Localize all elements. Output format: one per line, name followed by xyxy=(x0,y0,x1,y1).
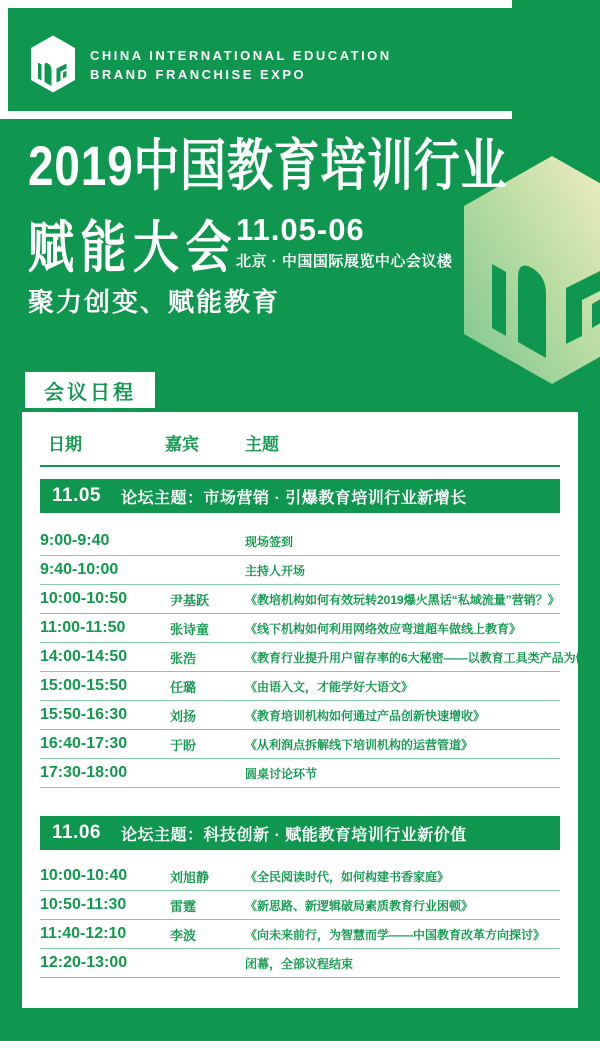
row-topic: 主持人开场 xyxy=(245,563,306,578)
schedule-row xyxy=(40,527,560,556)
column-header-topic: 主题 xyxy=(245,435,279,454)
event-slogan: 聚力创变、赋能教育 xyxy=(28,287,281,317)
day-section xyxy=(40,816,560,978)
row-guest: 李波 xyxy=(170,927,197,943)
row-topic: 《新思路、新逻辑破局素质教育行业困顿》 xyxy=(245,898,474,913)
schedule-row xyxy=(40,949,560,978)
day-rows xyxy=(40,527,600,788)
row-guest: 刘扬 xyxy=(170,708,197,724)
event-date: 11.05-06 xyxy=(236,212,365,247)
row-time: 16:40-17:30 xyxy=(40,735,128,752)
row-guest: 张诗童 xyxy=(170,621,210,637)
table-header-rule xyxy=(40,465,560,467)
schedule-row xyxy=(40,759,560,788)
day-section xyxy=(40,479,600,788)
row-topic: 现场签到 xyxy=(245,534,294,549)
forum-date: 11.06 xyxy=(52,822,101,843)
row-topic: 《由语入文，才能学好大语文》 xyxy=(245,679,414,694)
event-venue: 北京 · 中国国际展览中心会议楼 xyxy=(236,253,453,270)
day-rows xyxy=(40,862,560,978)
row-time: 15:50-16:30 xyxy=(40,706,128,723)
row-time: 12:20-13:00 xyxy=(40,954,128,971)
forum-header xyxy=(40,479,560,513)
schedule-row xyxy=(40,556,560,585)
brand-name xyxy=(90,46,392,84)
schedule-days xyxy=(40,479,600,978)
row-topic: 闭幕，全部议程结束 xyxy=(245,956,354,971)
row-time: 10:00-10:40 xyxy=(40,867,128,884)
schedule-row xyxy=(40,585,560,614)
schedule-row xyxy=(40,643,600,672)
row-topic: 《向未来前行，为智慧而学——中国教育改革方向探讨》 xyxy=(245,927,546,942)
expo-cube-logo-icon xyxy=(28,30,78,102)
row-time: 15:00-15:50 xyxy=(40,677,128,694)
frame-strip-top xyxy=(0,0,512,8)
column-header-guest: 嘉宾 xyxy=(165,435,199,454)
row-time: 14:00-14:50 xyxy=(40,648,128,665)
brand-line-2: BRAND FRANCHISE EXPO xyxy=(90,67,307,82)
row-time: 10:00-10:50 xyxy=(40,590,128,607)
row-time: 11:00-11:50 xyxy=(40,619,126,636)
schedule-row xyxy=(40,920,560,949)
row-topic: 《教育行业提升用户留存率的6大秘密——以教育工具类产品为例》 xyxy=(245,650,600,665)
forum-header xyxy=(40,816,560,850)
forum-title: 论坛主题：市场营销 · 引爆教育培训行业新增长 xyxy=(121,489,467,507)
row-time: 11:40-12:10 xyxy=(40,925,127,942)
row-topic: 《从利润点拆解线下培训机构的运营管道》 xyxy=(245,737,474,752)
row-time: 9:00-9:40 xyxy=(40,532,110,549)
forum-date: 11.05 xyxy=(52,485,101,506)
schedule-panel xyxy=(22,412,600,1008)
column-header-date: 日期 xyxy=(48,435,82,454)
frame-strip-bottom xyxy=(0,111,512,119)
schedule-row xyxy=(40,614,560,643)
row-guest: 于盼 xyxy=(170,737,197,753)
row-topic: 《全民阅读时代，如何构建书香家庭》 xyxy=(245,869,450,884)
row-guest: 尹基跃 xyxy=(170,592,210,608)
schedule-row xyxy=(40,862,560,891)
row-time: 17:30-18:00 xyxy=(40,764,128,781)
schedule-row xyxy=(40,891,560,920)
row-topic: 《教培机构如何有效玩转2019爆火黑话“私域流量”营销？》 xyxy=(245,592,560,607)
frame-strip-left xyxy=(0,0,8,119)
schedule-section-badge: 会议日程 xyxy=(25,372,155,408)
row-time: 10:50-11:30 xyxy=(40,896,127,913)
schedule-row xyxy=(40,730,560,759)
row-topic: 《线下机构如何利用网络效应弯道超车做线上教育》 xyxy=(245,621,522,636)
brand-line-1: CHINA INTERNATIONAL EDUCATION xyxy=(90,48,392,63)
row-topic: 圆桌讨论环节 xyxy=(245,766,318,781)
schedule-row xyxy=(40,701,560,730)
row-guest: 任璐 xyxy=(170,679,197,695)
row-guest: 张浩 xyxy=(170,650,197,666)
table-header xyxy=(40,426,560,458)
schedule-row xyxy=(40,672,560,701)
row-guest: 刘旭静 xyxy=(170,869,210,885)
event-title-line2: 赋能大会 xyxy=(28,216,238,279)
row-guest: 雷霆 xyxy=(170,898,197,914)
forum-title: 论坛主题：科技创新 · 赋能教育培训行业新价值 xyxy=(121,826,467,844)
row-time: 9:40-10:00 xyxy=(40,561,119,578)
event-title-line1: 2019中国教育培训行业 xyxy=(28,134,508,197)
row-topic: 《教育培训机构如何通过产品创新快速增收》 xyxy=(245,708,486,723)
